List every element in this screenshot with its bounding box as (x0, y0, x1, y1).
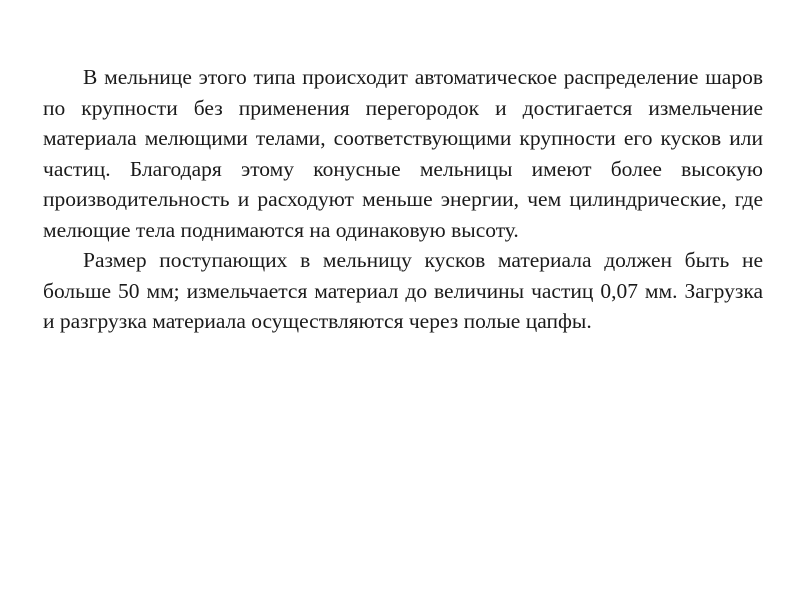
paragraph-1: В мельнице этого типа происходит автоматическое распределение шаров по крупности без применения перегородок и достигается измельчение материала мелющими телами, соответствующими крупности его кусков или частиц. Благодаря этому конусные мельницы имеют более высокую производительность и расходуют меньше энергии, чем цилиндрические, где мелющие тела поднимаются на одинаковую высоту. (43, 65, 763, 242)
paragraph-2: Размер поступающих в мельницу кусков материала должен быть не больше 50 мм; измельчается материал до величины частиц 0,07 мм. Загрузка и разгрузка материала осуществляются через полые цапфы. (43, 248, 763, 333)
text-body (43, 62, 763, 337)
